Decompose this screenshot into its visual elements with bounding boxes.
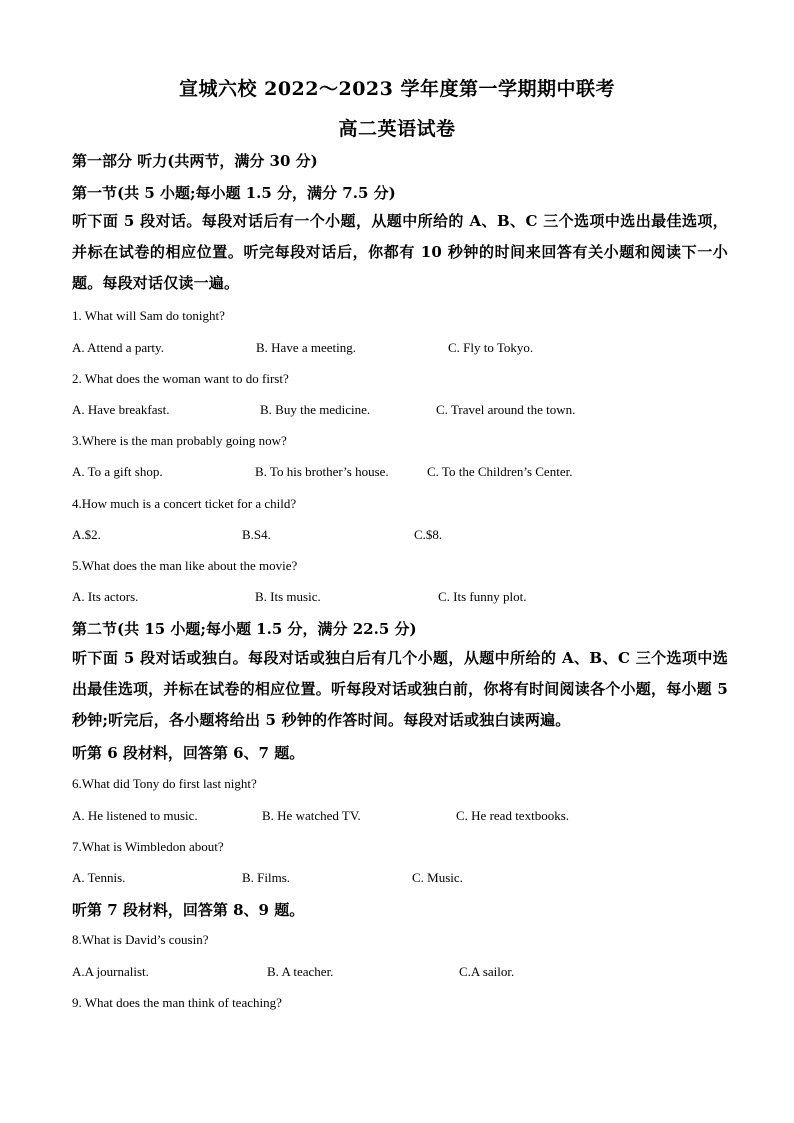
option-a: A. He listened to music. [72,808,198,823]
option-b: B. Films. [242,870,291,885]
section2-instructions: 听下面 5 段对话或独白。每段对话或独白后有几个小题，从题中所给的 A、B、C 三个选项中选出最佳选项，并标在试卷的相应位置。听每段对话或独白前，你将有时间阅读各个小题，每小题 5 秒钟;听完后，各小题将给出 5 秒钟的作答时间。每段对话或独白读两遍。 [72,649,728,729]
section1-heading: 第一节(共 5 小题;每小题 1.5 分，满分 7.5 分) [72,184,396,202]
option-c: C.$8. [414,527,443,542]
option-c: C. Travel around the town. [436,402,576,417]
option-a: A. Tennis. [72,870,126,885]
option-c: C. He read textbooks. [456,808,570,823]
question-stem: 2. What does the woman want to do first? [72,371,289,386]
question-stem: 5.What does the man like about the movie? [72,558,298,573]
option-c: C. To the Children’s Center. [427,464,573,479]
part-heading: 第一部分 听力(共两节，满分 30 分) [72,152,318,170]
option-c: C. Music. [412,870,463,885]
option-b: B. Its music. [255,589,321,604]
option-b: B.S4. [242,527,271,542]
option-a: A. Attend a party. [72,340,164,355]
option-a: A.$2. [72,527,101,542]
option-c: C. Fly to Tokyo. [448,340,534,355]
option-b: B. Buy the medicine. [260,402,371,417]
material-label: 听第 7 段材料，回答第 8、9 题。 [72,901,305,919]
question-stem: 4.How much is a concert ticket for a child? [72,496,297,511]
question-stem: 8.What is David’s cousin? [72,932,209,947]
material-label: 听第 6 段材料，回答第 6、7 题。 [72,744,305,762]
option-b: B. Have a meeting. [256,340,356,355]
option-a: A. Have breakfast. [72,402,170,417]
section2-heading: 第二节(共 15 小题;每小题 1.5 分，满分 22.5 分) [72,620,417,638]
option-c: C. Its funny plot. [438,589,527,604]
question-stem: 6.What did Tony do first last night? [72,776,257,791]
question-stem: 9. What does the man think of teaching? [72,995,282,1010]
option-a: A.A journalist. [72,964,149,979]
question-stem: 7.What is Wimbledon about? [72,839,224,854]
option-c: C.A sailor. [459,964,515,979]
option-a: A. Its actors. [72,589,139,604]
question-stem: 1. What will Sam do tonight? [72,308,225,323]
option-b: B. To his brother’s house. [255,464,389,479]
question-stem: 3.Where is the man probably going now? [72,433,287,448]
option-a: A. To a gift shop. [72,464,163,479]
section1-instructions: 听下面 5 段对话。每段对话后有一个小题，从题中所给的 A、B、C 三个选项中选出最佳选项，并标在试卷的相应位置。听完每段对话后，你都有 10 秒钟的时间来回答有关小题和阅读下一小题。每段对话仅读一遍。 [72,212,728,292]
exam-title: 宣城六校 2022～2023 学年度第一学期期中联考 [179,78,615,100]
option-b: B. He watched TV. [262,808,361,823]
exam-subtitle: 高二英语试卷 [338,118,456,140]
option-b: B. A teacher. [267,964,334,979]
